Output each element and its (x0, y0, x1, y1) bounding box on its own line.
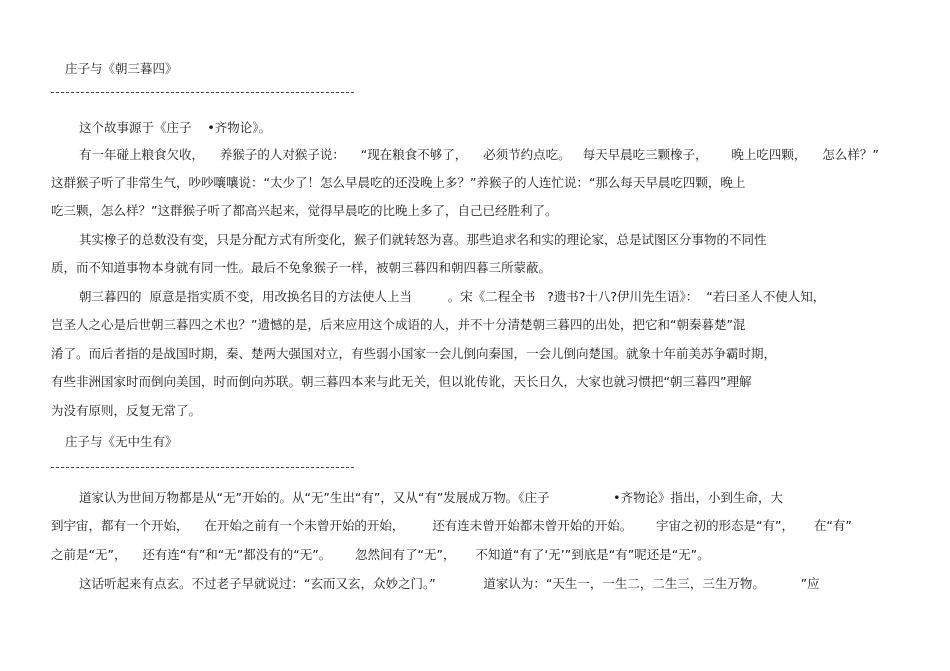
section1-title: 庄子与《朝三暮四》 (65, 61, 178, 76)
paragraph-line: 质，而不知道事物本身就有同一性。最后不免象猴子一样，被朝三暮四和朝四暮三所蒙蔽。 (51, 260, 552, 275)
paragraph-line: 吃三颗，怎么样？”这群猴子听了都高兴起来，觉得早晨吃的比晚上多了，自己已经胜利了。 (51, 203, 558, 218)
paragraph-line: 其实橡子的总数没有变，只是分配方式有所变化，猴子们就转怒为喜。那些追求名和实的理论家，总是试图区分事物的不同性 (79, 232, 767, 247)
paragraph-line: 这话听起来有点玄。不过老子早就说过：“玄而又玄，众妙之门。” 道家认为：“天生一，一生二，二生三，三生万物。 ”应 (79, 576, 820, 591)
paragraph-line: 朝三暮四的 原意是指实质不变，用改换名目的方法使人上当 。宋《二程全书 ?遗书?十八?伊川先生语》： “若曰圣人不使人知， (79, 289, 826, 304)
paragraph-line: 这群猴子听了非常生气，吵吵嚷嚷说：“太少了！怎么早晨吃的还没晚上多？”养猴子的人连忙说：“那么每天早晨吃四颗，晚上 (51, 175, 746, 190)
separator-line (51, 467, 354, 468)
paragraph-line: 之前是“无”， 还有连“有”和“无”都没有的“无”。 忽然间有了“无”， 不知道“有了‘无’”到底是“有”呢还是“无”。 (51, 547, 710, 562)
paragraph-line: 为没有原则，反复无常了。 (51, 403, 202, 418)
paragraph-line: 到宇宙，都有一个开始， 在开始之前有一个未曾开始的开始， 还有连未曾开始都未曾开始的开始。 宇宙之初的形态是“有”， 在“有” (51, 518, 852, 533)
paragraph-line: 这个故事源于《庄子 •齐物论》。 (79, 120, 272, 135)
paragraph-line: 道家认为世间万物都是从“无”开始的。从“无”生出“有”，又从“有”发展成万物。《庄子 •齐物论》指出，小到生命，大 (79, 490, 784, 505)
paragraph-line: 有些非洲国家时而倒向美国，时而倒向苏联。朝三暮四本来与此无关，但以讹传讹，天长日久，大家也就习惯把“朝三暮四”理解 (51, 374, 752, 389)
section2-title: 庄子与《无中生有》 (65, 434, 178, 449)
paragraph-line: 淆了。而后者指的是战国时期，秦、楚两大强国对立，有些弱小国家一会儿倒向秦国，一会儿倒向楚国。就象十年前美苏争霸时期， (51, 346, 777, 361)
paragraph-line: 有一年碰上粮食欠收， 养猴子的人对猴子说： “现在粮食不够了， 必须节约点吃。 每天早晨吃三颗橡子， 晚上吃四颗， 怎么样？” (79, 147, 879, 162)
paragraph-line: 岂圣人之心是后世朝三暮四之术也？”遗憾的是，后来应用这个成语的人，并不十分清楚朝三暮四的出处，把它和“朝秦暮楚”混 (51, 317, 746, 332)
separator-line (51, 92, 354, 93)
